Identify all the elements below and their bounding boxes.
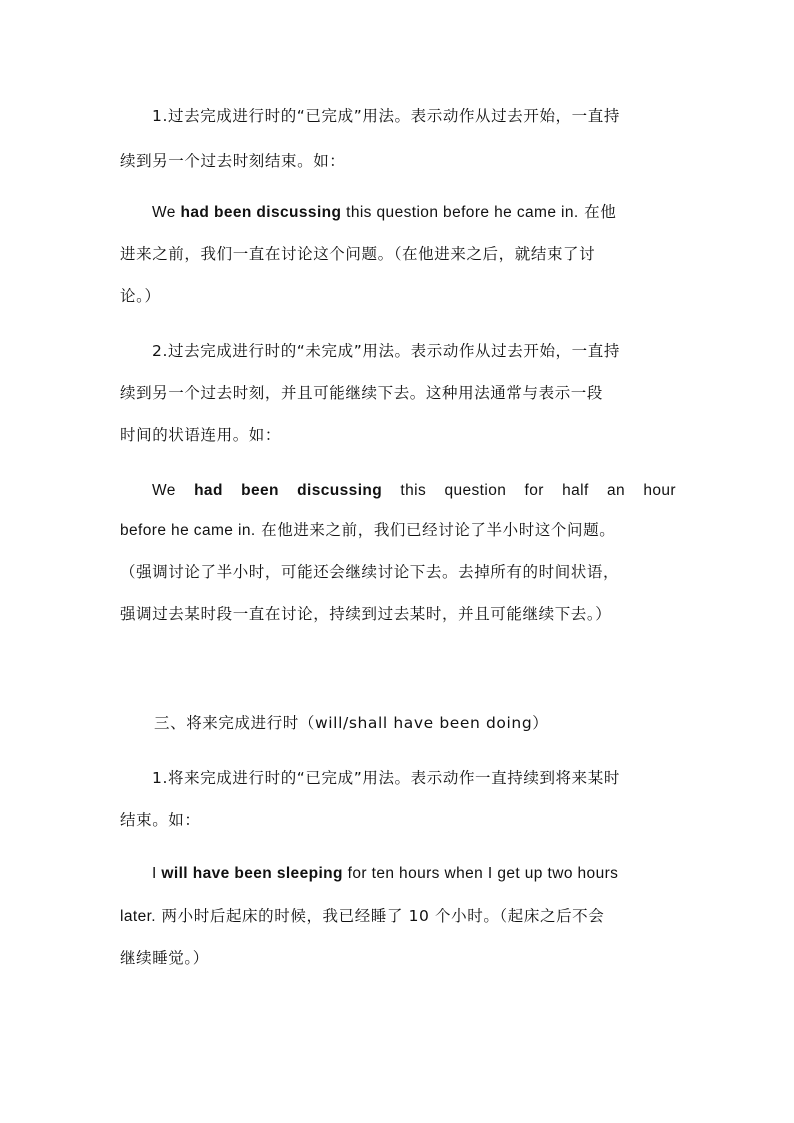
example-1-line-3: 论。） xyxy=(120,287,161,305)
example-2-word: had xyxy=(194,482,223,499)
example-1-translation-start: 在他 xyxy=(578,203,617,221)
p2-line-3: 时间的状语连用。如： xyxy=(120,426,282,444)
p1-line-2: 续到另一个过去时刻结束。如： xyxy=(120,152,346,170)
p2-line-2: 续到另一个过去时刻，并且可能继续下去。这种用法通常与表示一段 xyxy=(120,384,604,402)
example-3-line-3: 继续睡觉。） xyxy=(120,949,209,967)
example-3-english-end: later. xyxy=(120,908,157,925)
example-3-verb-phrase: will have been sleeping xyxy=(161,865,343,882)
example-1-subject: We xyxy=(152,204,181,221)
example-2-line-2 xyxy=(120,520,676,541)
example-2-line-4: 强调过去某时段一直在讨论，持续到过去某时，并且可能继续下去。） xyxy=(120,605,612,623)
example-1-verb-phrase: had been discussing xyxy=(180,204,342,221)
p1-line-1: 1.过去完成进行时的“已完成”用法。表示动作从过去开始，一直持 xyxy=(152,107,620,125)
example-3-subject: I xyxy=(152,865,162,882)
example-3-translation: 两小时后起床的时候，我已经睡了 10 个小时。（起床之后不会 xyxy=(156,907,605,925)
example-2-word: this xyxy=(400,482,427,499)
p3-line-2: 结束。如： xyxy=(120,811,201,829)
example-2-word: We xyxy=(152,482,176,499)
example-2-translation: 在他进来之前，我们已经讨论了半小时这个问题。 xyxy=(255,521,616,539)
example-3-line-1 xyxy=(152,864,676,884)
example-2-word: discussing xyxy=(297,482,383,499)
example-2-word: for xyxy=(524,482,544,499)
example-1-line-2: 进来之前，我们一直在讨论这个问题。（在他进来之后，就结束了讨 xyxy=(120,245,596,263)
example-3-line-2 xyxy=(120,906,676,927)
example-2-word: half xyxy=(562,482,589,499)
example-1-line-1 xyxy=(152,202,676,223)
example-2-line-1 xyxy=(152,481,676,501)
p3-line-1: 1.将来完成进行时的“已完成”用法。表示动作一直持续到将来某时 xyxy=(152,769,620,787)
p2-line-1: 2.过去完成进行时的“未完成”用法。表示动作从过去开始，一直持 xyxy=(152,342,620,360)
example-2-word: question xyxy=(444,482,507,499)
section-3-heading: 三、将来完成进行时（will/shall have been doing） xyxy=(154,714,549,732)
example-2-english-end: before he came in. xyxy=(120,522,256,539)
example-2-word: an xyxy=(606,482,626,499)
example-2-word: been xyxy=(241,482,279,499)
example-3-rest: for ten hours when I get up two hours xyxy=(342,865,619,882)
example-2-word: hour xyxy=(643,482,676,499)
example-2-line-3: （强调讨论了半小时，可能还会继续讨论下去。去掉所有的时间状语， xyxy=(120,563,620,581)
example-1-rest: this question before he came in. xyxy=(341,204,579,221)
